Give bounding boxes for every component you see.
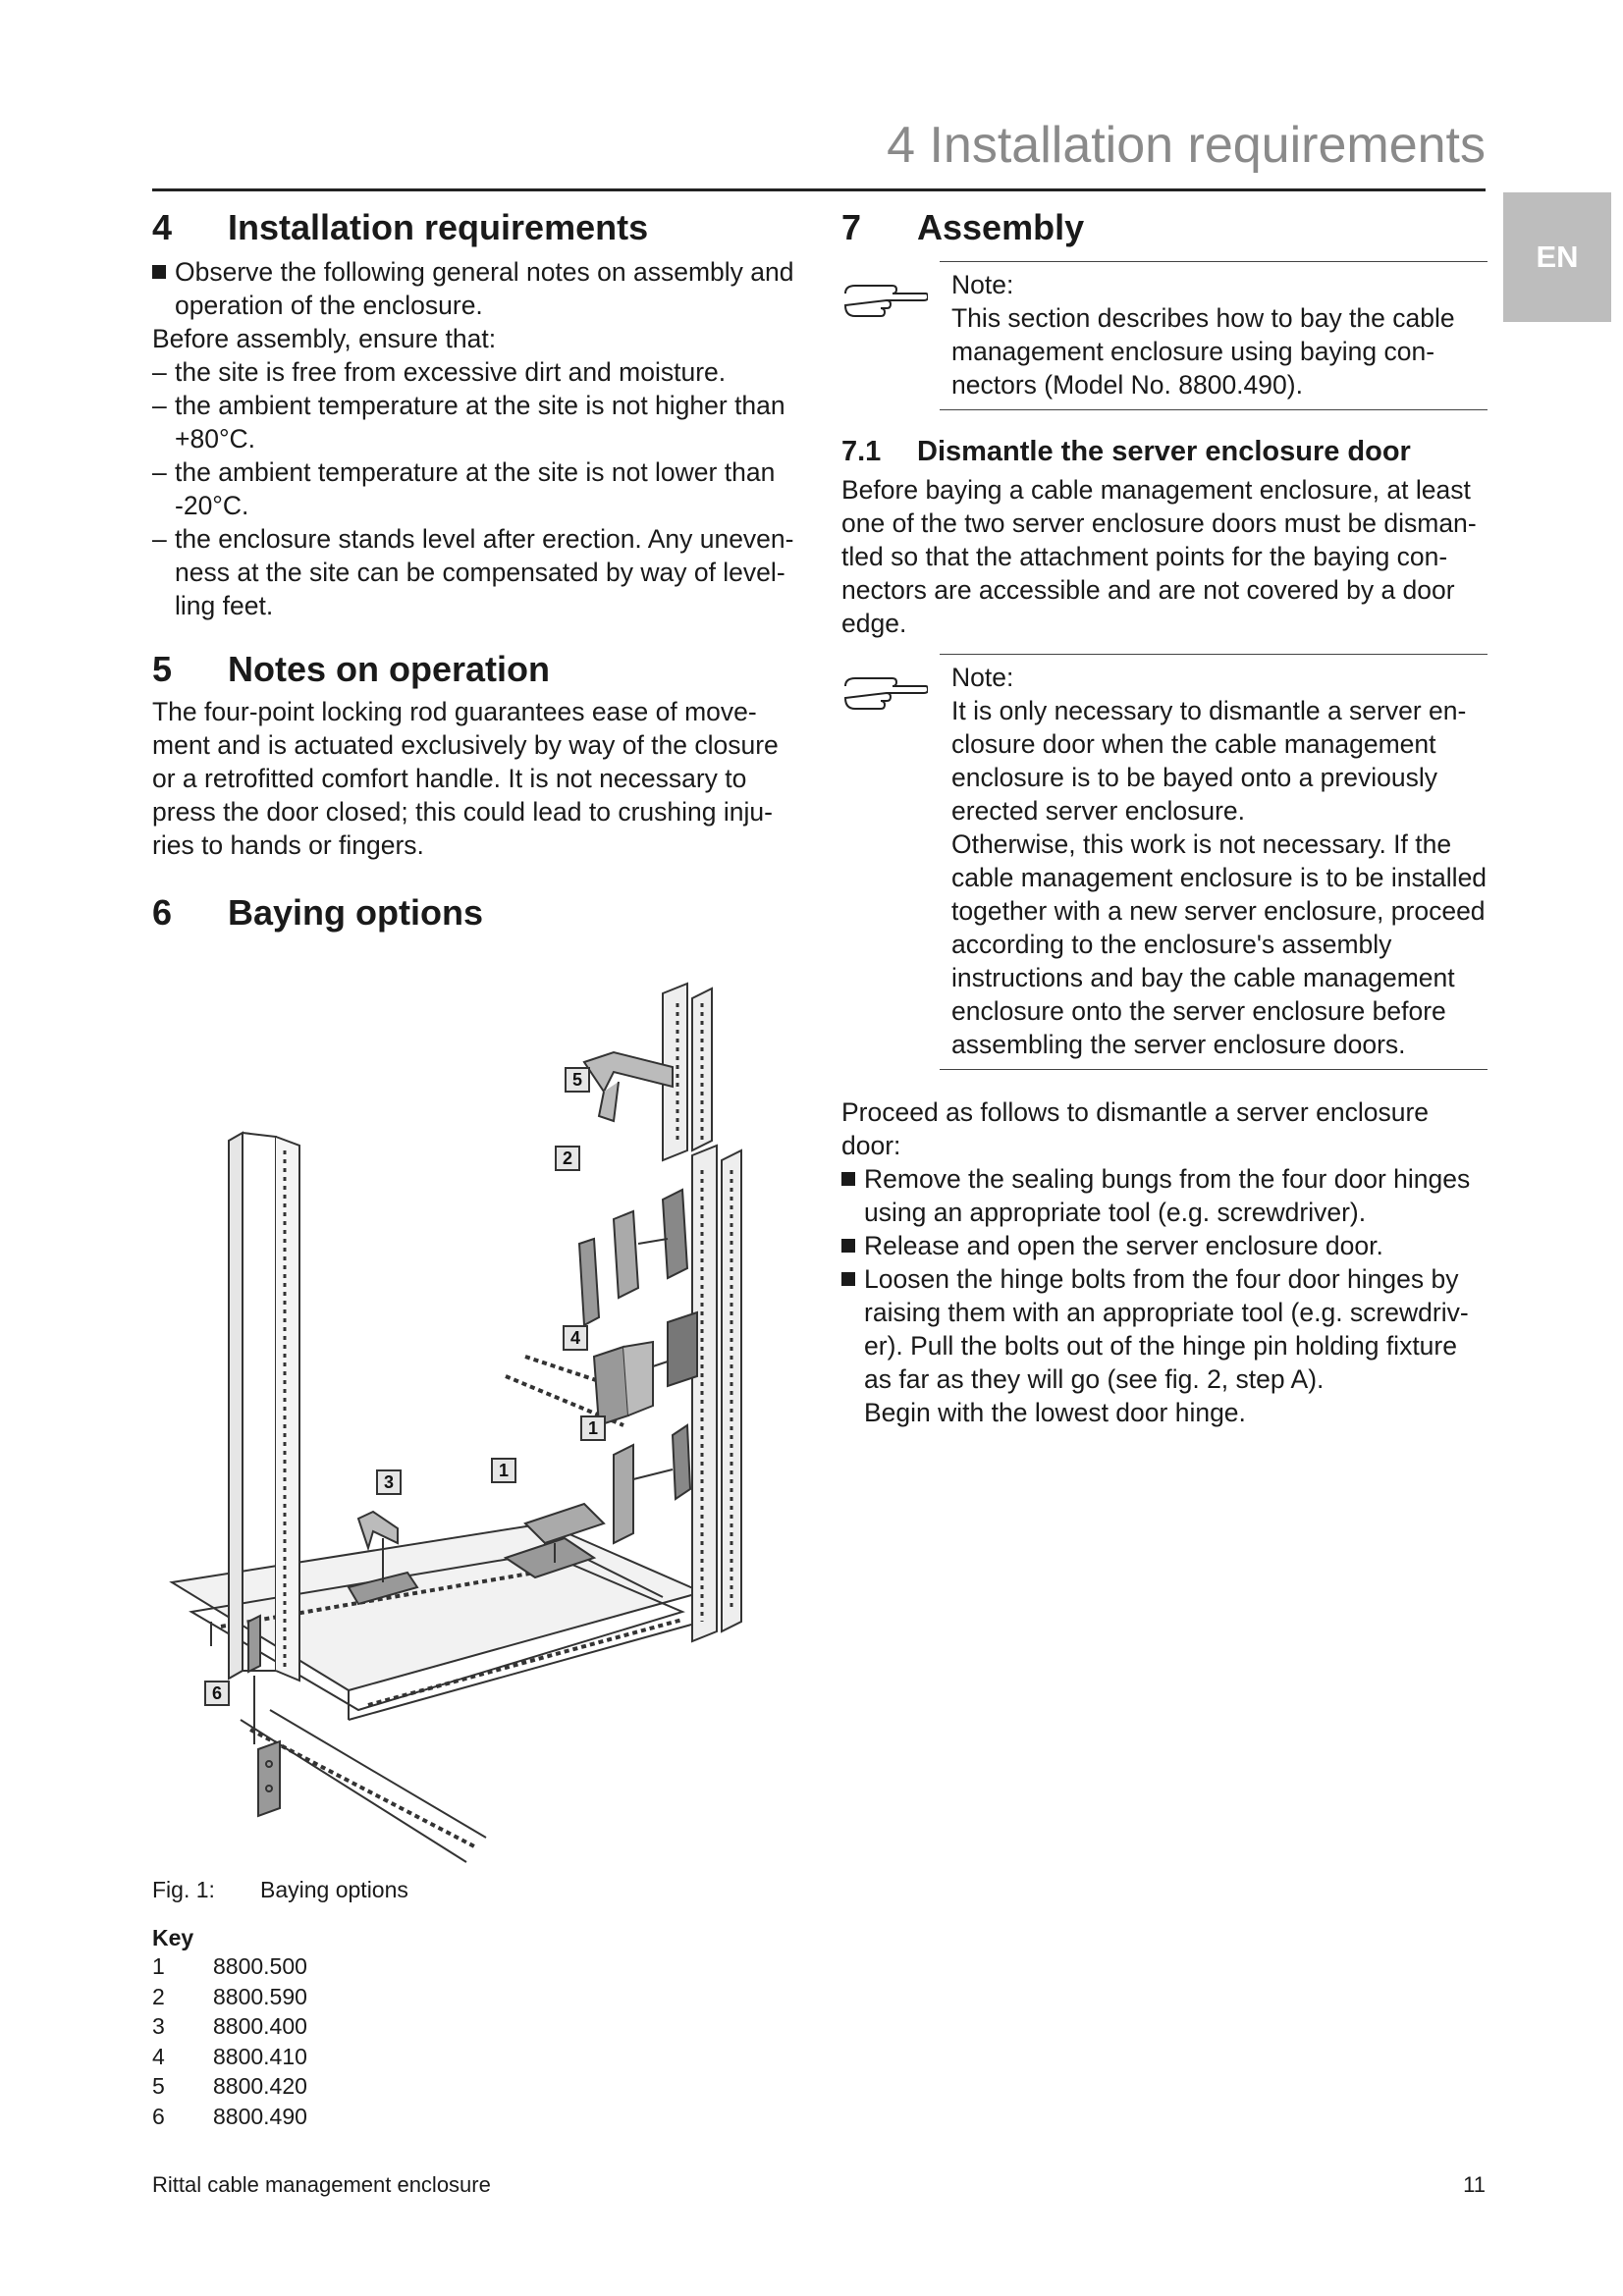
list-item: Release and open the server enclosure door.	[841, 1229, 1488, 1262]
callout-label: 5	[565, 1067, 590, 1093]
section-title: Assembly	[917, 207, 1085, 247]
key-value: 8800.590	[213, 1983, 307, 2009]
key-list	[152, 1951, 795, 2131]
key-row	[152, 2071, 795, 2102]
section-7-heading	[841, 206, 1488, 249]
list-item: – the ambient temperature at the site is not higher than +80°C.	[152, 389, 795, 455]
note-text: It is only necessary to dismantle a server enclosure door when the cable management enclosure is to be bayed onto a previously erected server enclosure.	[951, 696, 1467, 826]
callout-label: 2	[555, 1146, 580, 1171]
section-4-heading	[152, 206, 795, 249]
page-number: 11	[1463, 2172, 1486, 2197]
section-number: 4	[152, 207, 173, 247]
note-box	[940, 261, 1488, 410]
callout-label: 4	[563, 1325, 588, 1351]
pointing-hand-icon	[841, 274, 928, 323]
key-row	[152, 2042, 795, 2072]
key-row	[152, 1951, 795, 1982]
baying-options-figure	[152, 944, 800, 1867]
header-rule	[152, 188, 1486, 191]
key-number: 3	[152, 2013, 165, 2039]
key-row	[152, 2102, 795, 2132]
step-extra: Begin with the lowest door hinge.	[864, 1398, 1246, 1427]
key-number: 4	[152, 2043, 165, 2069]
left-column	[152, 206, 795, 2131]
note-label: Note:	[951, 270, 1014, 299]
section-number: 7	[841, 207, 862, 247]
section-number: 7.1	[841, 436, 882, 467]
list-item	[841, 1262, 1488, 1429]
list-item: Observe the following general notes on assembly and operation of the enclosure.	[152, 255, 795, 322]
section-title: Notes on operation	[228, 649, 551, 689]
key-title: Key	[152, 1925, 194, 1950]
key-number: 1	[152, 1953, 165, 1979]
key-value: 8800.500	[213, 1953, 307, 1979]
callout-label: 3	[376, 1469, 402, 1495]
procedure-steps	[841, 1162, 1488, 1429]
section-number: 5	[152, 649, 173, 689]
list-item: Remove the sealing bungs from the four door hinges using an appropriate tool (e.g. screwdriver).	[841, 1162, 1488, 1229]
key-row	[152, 1982, 795, 2012]
caption-text: Baying options	[260, 1877, 408, 1902]
key-value: 8800.420	[213, 2073, 307, 2099]
assembly-intro: Before assembly, ensure that:	[152, 324, 497, 353]
dismantle-text: Before baying a cable management enclosure, at least one of the two server enclosure doors must be dismantled so that the attachment points for the baying connectors are accessible and are not covered by a door edge.	[841, 475, 1477, 638]
note-text: Otherwise, this work is not necessary. If the cable management enclosure is to be installed together with a new server enclosure, proceed according to the enclosure's assembly instructions and bay the cable management enclosure onto the server enclosure before assembling the server enclosure doors.	[951, 829, 1488, 1059]
key-value: 8800.490	[213, 2103, 307, 2129]
key-number: 6	[152, 2103, 165, 2129]
note-box	[940, 654, 1488, 1070]
caption-label: Fig. 1:	[152, 1877, 215, 1902]
callout-label: 6	[204, 1681, 230, 1706]
requirements-list	[152, 355, 795, 622]
section-7-1-heading	[841, 434, 1488, 469]
key-value: 8800.410	[213, 2043, 307, 2069]
pointing-hand-icon	[841, 667, 928, 716]
key-row	[152, 2011, 795, 2042]
language-tab[interactable]: EN	[1503, 192, 1611, 322]
general-notes-list	[152, 255, 795, 322]
operation-text: The four-point locking rod guarantees ease of movement and is actuated exclusively by way of the closure or a retrofitted comfort handle. It is not necessary to press the door closed; this could lead to crushing injuries to hands or fingers.	[152, 697, 779, 860]
key-number: 5	[152, 2073, 165, 2099]
section-title: Baying options	[228, 892, 483, 933]
footer-title: Rittal cable management enclosure	[152, 2172, 491, 2197]
procedure-intro: Proceed as follows to dismantle a server enclosure door:	[841, 1097, 1430, 1160]
section-number: 6	[152, 892, 173, 933]
note-text: This section describes how to bay the cable management enclosure using baying connectors (Model No. 8800.490).	[951, 303, 1455, 400]
callout-label: 1	[491, 1458, 516, 1483]
step-text: Loosen the hinge bolts from the four door hinges by raising them with an appropriate tool (e.g. screwdriver). Pull the bolts out of the hinge pin holding fixture as far as they will go (see fig. 2, step A).	[864, 1264, 1469, 1394]
section-title: Dismantle the server enclosure door	[917, 436, 1411, 467]
list-item: – the site is free from excessive dirt and moisture.	[152, 355, 795, 389]
callout-label: 1	[580, 1415, 606, 1441]
running-title: 4 Installation requirements	[887, 117, 1486, 174]
right-column	[841, 206, 1488, 1429]
section-5-heading	[152, 648, 795, 691]
section-title: Installation requirements	[228, 207, 649, 247]
note-label: Note:	[951, 663, 1014, 692]
list-item: – the ambient temperature at the site is not lower than -20°C.	[152, 455, 795, 522]
key-number: 2	[152, 1983, 165, 2009]
section-6-heading	[152, 891, 795, 934]
baying-diagram	[152, 944, 800, 1867]
list-item: – the enclosure stands level after erection. Any unevenness at the site can be compensated by way of levelling feet.	[152, 522, 795, 622]
figure-caption	[152, 1877, 795, 1903]
key-value: 8800.400	[213, 2013, 307, 2039]
